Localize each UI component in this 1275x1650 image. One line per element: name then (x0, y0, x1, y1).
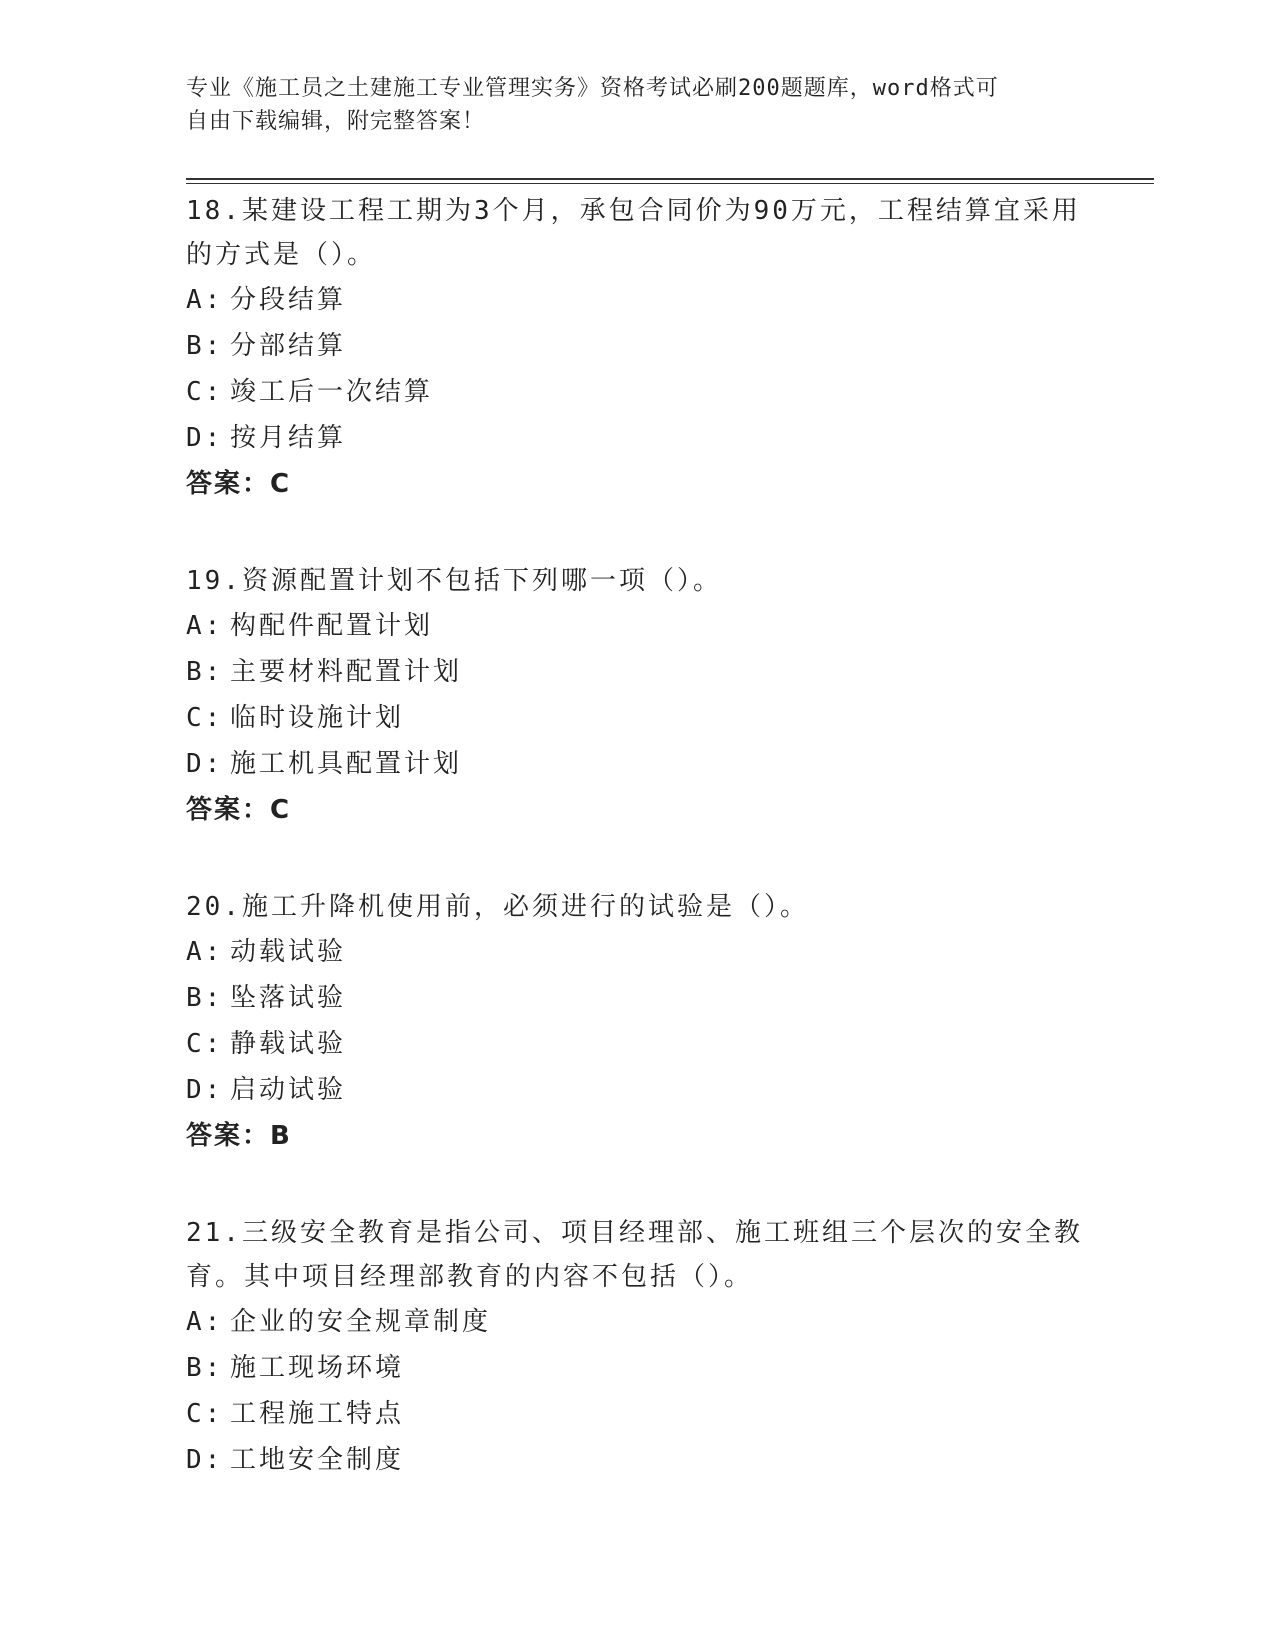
option-label: B: (186, 331, 224, 361)
option-text: 工程施工特点 (230, 1399, 405, 1429)
option-b (186, 1345, 1086, 1391)
option-label: B: (186, 983, 224, 1013)
question-stem: 18.某建设工程工期为3个月，承包合同价为90万元，工程结算宜采用的方式是（）。 (186, 196, 1081, 270)
header-divider-thick (186, 178, 1154, 180)
option-d (186, 415, 1086, 461)
question-19 (186, 559, 1086, 833)
option-text: 启动试验 (230, 1075, 347, 1105)
option-text: 施工现场环境 (230, 1353, 405, 1383)
question-21 (186, 1211, 1086, 1483)
option-label: C: (186, 1399, 224, 1429)
header-line-1: 专业《施工员之土建施工专业管理实务》资格考试必刷200题题库，word格式可 (186, 76, 999, 101)
option-label: B: (186, 1353, 224, 1383)
header-divider-thin (186, 183, 1154, 184)
option-text: 施工机具配置计划 (230, 749, 463, 779)
option-b (186, 975, 1086, 1021)
option-d (186, 1437, 1086, 1483)
answer-line: 答案：C (186, 469, 292, 499)
option-text: 坠落试验 (230, 983, 347, 1013)
option-text: 分段结算 (230, 285, 347, 315)
option-a (186, 277, 1086, 323)
option-text: 工地安全制度 (230, 1445, 405, 1475)
question-list (186, 189, 1086, 1535)
option-label: D: (186, 423, 224, 453)
option-label: A: (186, 1307, 224, 1337)
option-d (186, 1067, 1086, 1113)
option-text: 分部结算 (230, 331, 347, 361)
option-label: A: (186, 285, 224, 315)
option-text: 竣工后一次结算 (230, 377, 434, 407)
option-c (186, 1021, 1086, 1067)
option-b (186, 649, 1086, 695)
option-text: 临时设施计划 (230, 703, 405, 733)
option-text: 主要材料配置计划 (230, 657, 463, 687)
option-label: A: (186, 937, 224, 967)
option-b (186, 323, 1086, 369)
question-stem: 21.三级安全教育是指公司、项目经理部、施工班组三个层次的安全教育。其中项目经理部教育的内容不包括（）。 (186, 1218, 1083, 1292)
option-label: D: (186, 749, 224, 779)
option-d (186, 741, 1086, 787)
option-a (186, 929, 1086, 975)
option-text: 静载试验 (230, 1029, 347, 1059)
option-a (186, 603, 1086, 649)
question-stem: 20.施工升降机使用前，必须进行的试验是（）。 (186, 892, 809, 922)
document-header (186, 72, 1066, 138)
answer-line: 答案：C (186, 795, 292, 825)
option-label: C: (186, 703, 224, 733)
option-label: B: (186, 657, 224, 687)
option-c (186, 1391, 1086, 1437)
option-label: D: (186, 1075, 224, 1105)
option-text: 动载试验 (230, 937, 347, 967)
option-text: 构配件配置计划 (230, 611, 434, 641)
question-stem: 19.资源配置计划不包括下列哪一项（）。 (186, 566, 722, 596)
header-line-2: 自由下载编辑，附完整答案！ (186, 109, 486, 134)
question-20 (186, 885, 1086, 1159)
option-c (186, 369, 1086, 415)
option-label: D: (186, 1445, 224, 1475)
option-label: C: (186, 1029, 224, 1059)
option-text: 企业的安全规章制度 (230, 1307, 492, 1337)
question-18 (186, 189, 1086, 507)
option-label: A: (186, 611, 224, 641)
option-a (186, 1299, 1086, 1345)
answer-line: 答案：B (186, 1121, 292, 1151)
option-text: 按月结算 (230, 423, 347, 453)
option-c (186, 695, 1086, 741)
option-label: C: (186, 377, 224, 407)
